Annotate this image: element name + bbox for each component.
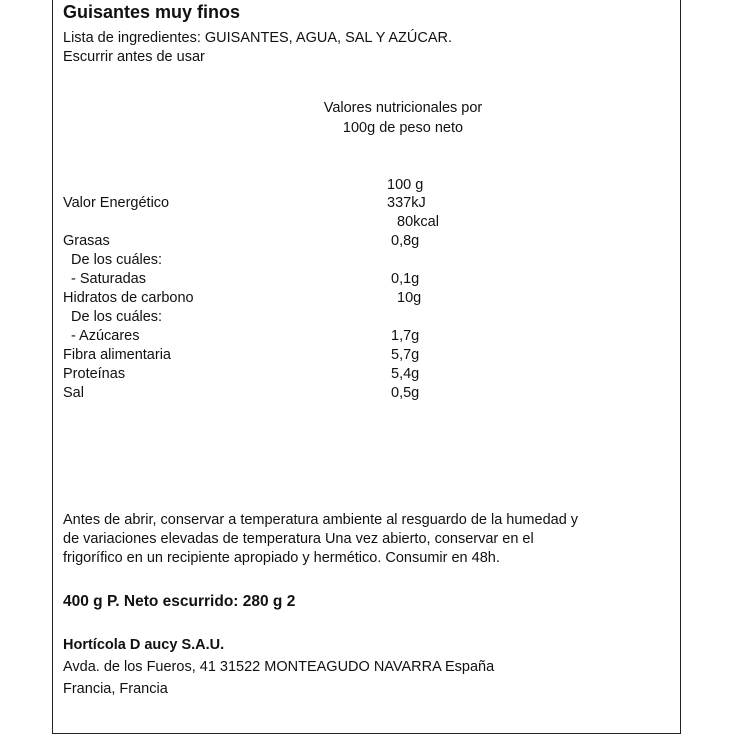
product-label-card [52,0,681,734]
nutrient-value: 0,8g [391,233,420,249]
ingredients-list: Lista de ingredientes: GUISANTES, AGUA, SAL Y AZÚCAR. [63,30,452,46]
nutrient-label: Fibra alimentaria [63,347,171,363]
product-origin: Francia, Francia [63,681,168,697]
product-title: Guisantes muy finos [63,2,241,22]
storage-text-line3: frigorífico en un recipiente apropiado y hermético. Consumir en 48h. [63,550,500,566]
nutrient-label: De los cuáles: [71,252,163,268]
company-name: Hortícola D aucy S.A.U. [63,637,225,653]
nutrient-label: Proteínas [63,366,126,382]
nutrition-column-header: 100 g [387,177,424,193]
nutrient-label: De los cuáles: [71,309,163,325]
nutrition-header-line1: Valores nutricionales por [323,100,483,116]
nutrient-label: Valor Energético [63,195,170,211]
nutrition-header-line2: 100g de peso neto [342,120,464,136]
company-address: Avda. de los Fueros, 41 31522 MONTEAGUDO NAVARRA España [63,659,495,675]
nutrient-value: 10g [397,290,422,306]
nutrient-value: 1,7g [391,328,420,344]
nutrient-label: Hidratos de carbono [63,290,194,306]
nutrient-value: 5,4g [391,366,420,382]
nutrient-label: Grasas [63,233,110,249]
usage-instructions: Escurrir antes de usar [63,49,205,65]
nutrient-label: - Saturadas [71,271,146,287]
nutrient-value: 0,1g [391,271,420,287]
nutrient-value: 337kJ [387,195,426,211]
nutrient-label: - Azúcares [71,328,140,344]
net-weight: 400 g P. Neto escurrido: 280 g 2 [63,593,296,610]
nutrient-value: 80kcal [397,214,439,230]
nutrient-value: 0,5g [391,385,420,401]
storage-text-line2: de variaciones elevadas de temperatura Una vez abierto, conservar en el [63,531,534,547]
nutrient-value: 5,7g [391,347,420,363]
storage-text-line1: Antes de abrir, conservar a temperatura ambiente al resguardo de la humedad y [63,512,579,528]
nutrient-label: Sal [63,385,84,401]
